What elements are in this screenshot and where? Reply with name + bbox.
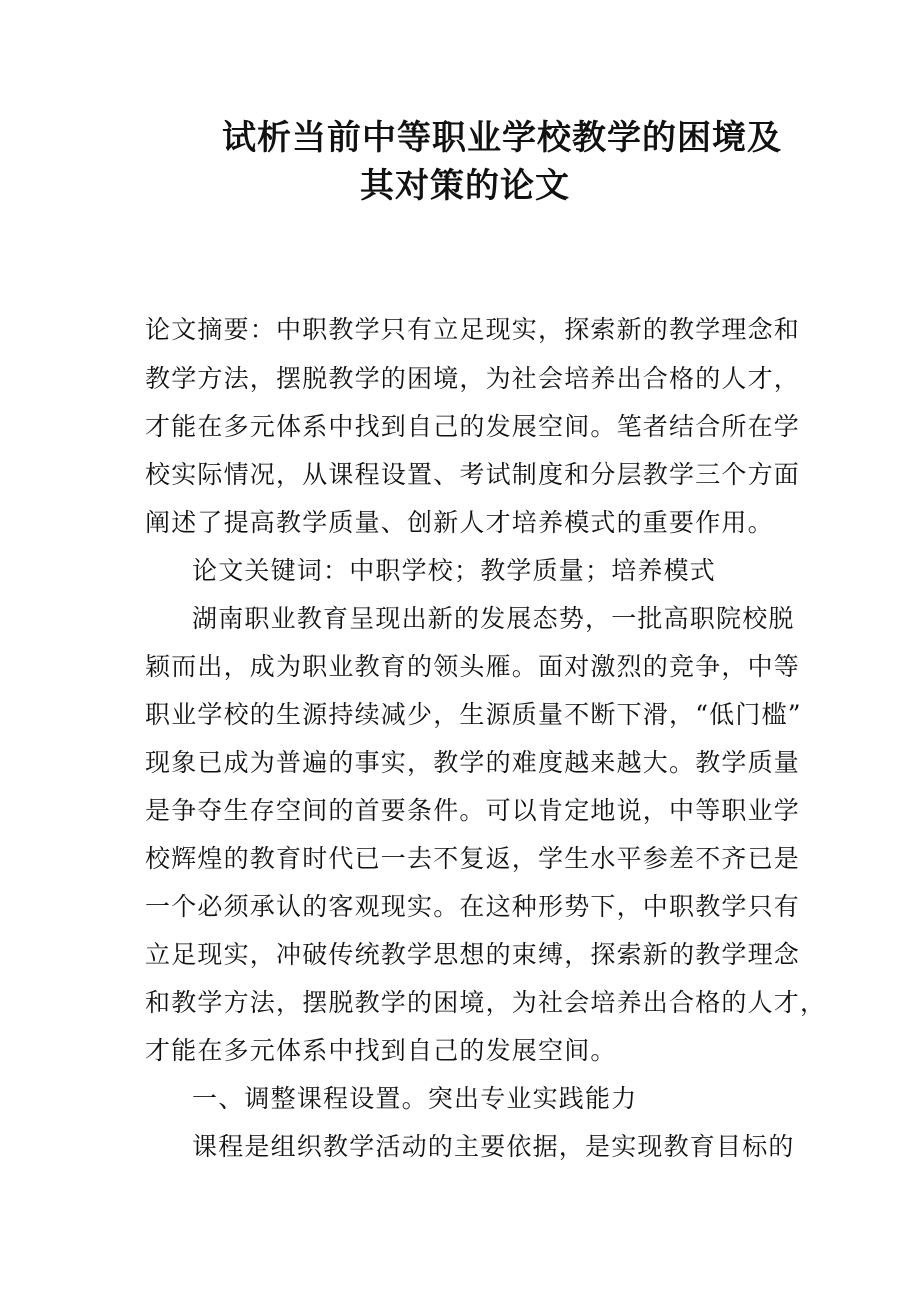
abstract-line: 教学方法，摆脱教学的困境，为社会培养出合格的人才， bbox=[145, 364, 801, 393]
paragraph-line: 校辉煌的教育时代已一去不复返，学生水平参差不齐已是 bbox=[145, 844, 801, 873]
document-title-line-1: 试析当前中等职业学校教学的困境及 bbox=[222, 118, 782, 158]
paragraph-line: 课程是组织教学活动的主要依据，是实现教育目标的 bbox=[192, 1132, 795, 1161]
paragraph-line: 立足现实，冲破传统教学思想的束缚，探索新的教学理念 bbox=[145, 940, 801, 969]
document-title-line-2: 其对策的论文 bbox=[360, 166, 570, 206]
abstract-line: 才能在多元体系中找到自己的发展空间。笔者结合所在学 bbox=[145, 412, 801, 441]
keywords-line: 论文关键词：中职学校；教学质量；培养模式 bbox=[192, 556, 717, 585]
paragraph-line: 是争夺生存空间的首要条件。可以肯定地说，中等职业学 bbox=[145, 796, 801, 825]
paragraph-line: 职业学校的生源持续减少，生源质量不断下滑，“低门槛” bbox=[145, 700, 802, 729]
paragraph-line: 颖而出，成为职业教育的领头雁。面对激烈的竞争，中等 bbox=[145, 652, 801, 681]
abstract-line: 校实际情况，从课程设置、考试制度和分层教学三个方面 bbox=[145, 460, 801, 489]
abstract-line: 论文摘要：中职教学只有立足现实，探索新的教学理念和 bbox=[145, 315, 801, 344]
paragraph-line: 和教学方法，摆脱教学的困境，为社会培养出合格的人才， bbox=[145, 988, 827, 1017]
paragraph-line: 一个必须承认的客观现实。在这种形势下，中职教学只有 bbox=[145, 892, 801, 921]
section-heading: 一、调整课程设置。突出专业实践能力 bbox=[192, 1084, 638, 1113]
paragraph-line: 现象已成为普遍的事实，教学的难度越来越大。教学质量 bbox=[145, 748, 801, 777]
paragraph-line: 湖南职业教育呈现出新的发展态势，一批高职院校脱 bbox=[192, 604, 795, 633]
paragraph-line: 才能在多元体系中找到自己的发展空间。 bbox=[145, 1036, 617, 1065]
abstract-line: 阐述了提高教学质量、创新人才培养模式的重要作用。 bbox=[145, 508, 774, 537]
